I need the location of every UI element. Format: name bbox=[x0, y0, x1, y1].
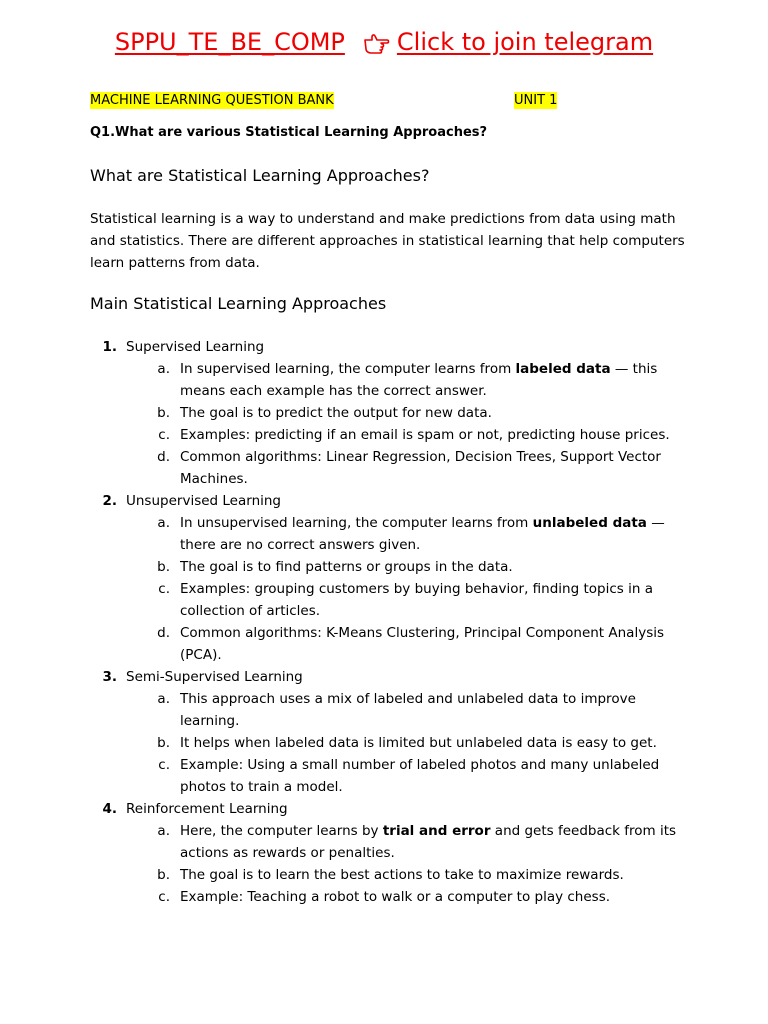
sub-item-text bbox=[180, 402, 690, 424]
approaches-heading: Main Statistical Learning Approaches bbox=[90, 294, 387, 313]
list-item bbox=[90, 336, 690, 358]
approaches-list bbox=[90, 336, 690, 908]
list-item bbox=[90, 490, 690, 512]
sub-item-letter: b. bbox=[157, 405, 170, 421]
sub-item bbox=[90, 578, 690, 622]
bold-term: unlabeled data bbox=[532, 515, 647, 531]
sub-item-text bbox=[180, 556, 690, 578]
sub-item-text bbox=[180, 732, 690, 754]
sub-item bbox=[90, 688, 690, 732]
sub-item bbox=[90, 886, 690, 908]
sub-item-text bbox=[180, 578, 690, 622]
sub-item bbox=[90, 358, 690, 402]
sub-item-letter: c. bbox=[158, 889, 170, 905]
question-title: Q1.What are various Statistical Learning Approaches? bbox=[90, 125, 488, 140]
telegram-join-link[interactable] bbox=[0, 28, 768, 56]
sub-item-letter: d. bbox=[157, 449, 170, 465]
sub-item-letter: c. bbox=[158, 581, 170, 597]
question-bank-title: MACHINE LEARNING QUESTION BANK bbox=[90, 93, 334, 108]
sub-item-letter: b. bbox=[157, 735, 170, 751]
sub-item-letter: c. bbox=[158, 757, 170, 773]
sub-item-fragment: In supervised learning, the computer learns from bbox=[180, 361, 516, 377]
list-number: 2. bbox=[102, 493, 117, 509]
sub-item-fragment: and gets feedback from its actions as rewards or penalties. bbox=[180, 823, 677, 861]
sub-item bbox=[90, 402, 690, 424]
list-item-title: Supervised Learning bbox=[126, 339, 265, 355]
sub-item bbox=[90, 732, 690, 754]
sub-item-text bbox=[180, 864, 690, 886]
sub-item-fragment: — this means each example has the correct answer. bbox=[180, 361, 658, 399]
sub-item bbox=[90, 864, 690, 886]
sub-item-text bbox=[180, 688, 690, 732]
sub-item-text bbox=[180, 886, 690, 908]
sub-item-letter: a. bbox=[157, 361, 170, 377]
sub-item-fragment: — there are no correct answers given. bbox=[180, 515, 665, 553]
sub-item-text bbox=[180, 446, 690, 490]
bold-term: labeled data bbox=[515, 361, 611, 377]
sub-item-text bbox=[180, 754, 690, 798]
sub-item-fragment: The goal is to find patterns or groups in the data. bbox=[180, 559, 513, 575]
sub-item-text bbox=[180, 358, 690, 402]
sub-item bbox=[90, 512, 690, 556]
sub-item-fragment: Examples: grouping customers by buying behavior, finding topics in a collection of articles. bbox=[180, 581, 653, 619]
sub-item-letter: a. bbox=[157, 691, 170, 707]
sub-item-text bbox=[180, 820, 690, 864]
sub-item-fragment: Examples: predicting if an email is spam or not, predicting house prices. bbox=[180, 427, 670, 443]
list-item-title: Reinforcement Learning bbox=[126, 801, 288, 817]
intro-paragraph: Statistical learning is a way to understand and make predictions from data using math and statistics. There are different approaches in statistical learning that help computers learn patterns from data. bbox=[90, 211, 685, 271]
pointing-hand-icon bbox=[363, 29, 391, 55]
list-item-title: Semi-Supervised Learning bbox=[126, 669, 303, 685]
sub-item-fragment: In unsupervised learning, the computer learns from bbox=[180, 515, 533, 531]
sub-item-fragment: Common algorithms: K-Means Clustering, Principal Component Analysis (PCA). bbox=[180, 625, 665, 663]
sub-item bbox=[90, 622, 690, 666]
banner-left-text: SPPU_TE_BE_COMP bbox=[114, 28, 345, 56]
list-number: 4. bbox=[102, 801, 117, 817]
sub-item-letter: b. bbox=[157, 559, 170, 575]
list-item bbox=[90, 666, 690, 688]
sub-item-letter: b. bbox=[157, 867, 170, 883]
sub-item-fragment: It helps when labeled data is limited but unlabeled data is easy to get. bbox=[180, 735, 657, 751]
sub-item-text bbox=[180, 512, 690, 556]
list-item bbox=[90, 798, 690, 820]
sub-item bbox=[90, 556, 690, 578]
sub-item-text bbox=[180, 622, 690, 666]
sub-item-letter: c. bbox=[158, 427, 170, 443]
section-heading: What are Statistical Learning Approaches? bbox=[90, 166, 430, 185]
list-number: 3. bbox=[102, 669, 117, 685]
sub-item bbox=[90, 446, 690, 490]
sub-item-letter: a. bbox=[157, 823, 170, 839]
unit-label: UNIT 1 bbox=[514, 93, 558, 108]
banner-right-text: Click to join telegram bbox=[396, 28, 654, 56]
sub-item-letter: d. bbox=[157, 625, 170, 641]
sub-item bbox=[90, 424, 690, 446]
sub-item bbox=[90, 820, 690, 864]
sub-item-fragment: The goal is to learn the best actions to take to maximize rewards. bbox=[180, 867, 624, 883]
sub-item bbox=[90, 754, 690, 798]
sub-item-fragment: Example: Using a small number of labeled photos and many unlabeled photos to train a model. bbox=[180, 757, 660, 795]
bold-term: trial and error bbox=[382, 823, 491, 839]
sub-item-text bbox=[180, 424, 690, 446]
list-number: 1. bbox=[102, 339, 117, 355]
sub-item-fragment: Example: Teaching a robot to walk or a computer to play chess. bbox=[180, 889, 611, 905]
sub-item-letter: a. bbox=[157, 515, 170, 531]
sub-item-fragment: Common algorithms: Linear Regression, Decision Trees, Support Vector Machines. bbox=[180, 449, 661, 487]
sub-item-fragment: The goal is to predict the output for new data. bbox=[180, 405, 492, 421]
list-item-title: Unsupervised Learning bbox=[126, 493, 281, 509]
sub-item-fragment: This approach uses a mix of labeled and unlabeled data to improve learning. bbox=[180, 691, 636, 729]
document-header bbox=[90, 92, 690, 112]
sub-item-fragment: Here, the computer learns by bbox=[180, 823, 383, 839]
